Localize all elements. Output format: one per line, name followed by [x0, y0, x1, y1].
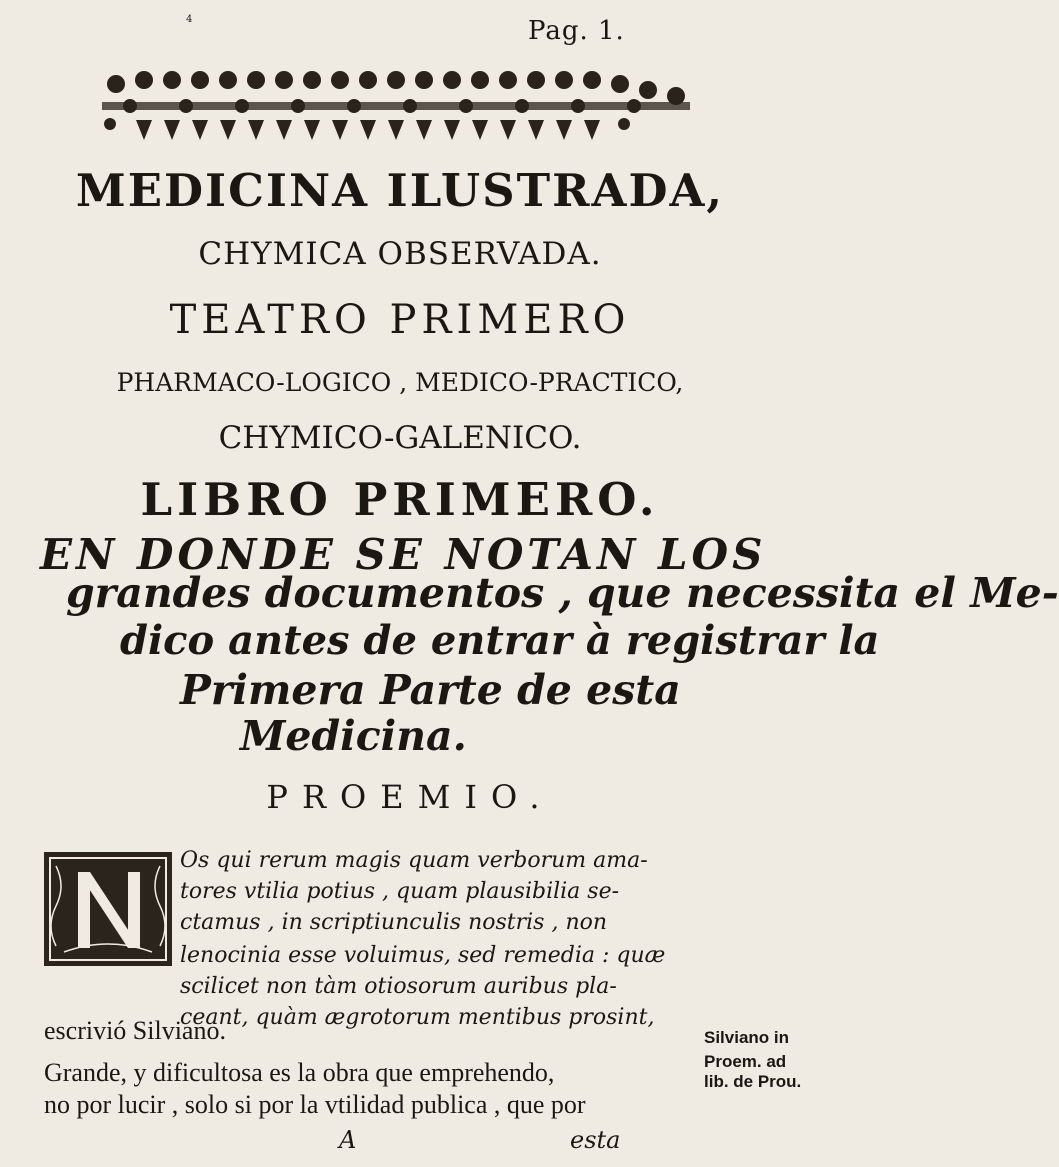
signature-mark: A: [339, 1126, 357, 1154]
subtitle-line-5: Medicina.: [240, 712, 467, 760]
page-number: Pag. 1.: [528, 16, 625, 46]
body-line-1: escrivió Silviano.: [44, 1016, 226, 1045]
ornament-row-bottom: [104, 118, 630, 140]
title-line-6: LIBRO PRIMERO.: [140, 473, 660, 526]
section-heading: PROEMIO.: [266, 778, 554, 816]
title-line-3: TEATRO PRIMERO: [169, 297, 631, 343]
ornament-row-top: [107, 71, 685, 105]
quote-line-1: Os qui rerum magis quam verborum ama-: [180, 848, 648, 873]
marginal-note-line-2: Proem. ad: [704, 1052, 787, 1071]
quote-line-4: lenocinia esse voluimus, sed remedia : quæ: [180, 943, 666, 968]
marginal-note-line-3: lib. de Prou.: [704, 1072, 802, 1091]
subtitle-line-4: Primera Parte de esta: [180, 666, 681, 714]
typographic-ornament-band: [96, 62, 696, 154]
ornament-row-middle: [102, 99, 690, 113]
subtitle-line-1: EN DONDE SE NOTAN LOS: [40, 530, 767, 579]
decorated-initial-capital: [44, 852, 172, 966]
title-line-4: PHARMACO-LOGICO , MEDICO-PRACTICO,: [116, 368, 684, 397]
quote-line-6: ceant, quàm ægrotorum mentibus prosint,: [180, 1005, 655, 1030]
title-line-2: CHYMICA OBSERVADA.: [198, 236, 602, 272]
catchword: esta: [570, 1126, 621, 1154]
quote-line-2: tores vtilia potius , quam plausibilia se-: [180, 879, 620, 904]
subtitle-line-2: grandes documentos , que necessita el Me-: [66, 569, 1059, 617]
subtitle-line-3: dico antes de entrar à registrar la: [120, 617, 880, 664]
marginal-note-line-1: Silviano in: [704, 1028, 790, 1047]
body-line-2: Grande, y dificultosa es la obra que emprehendo,: [44, 1058, 555, 1087]
title-line-1: MEDICINA ILUSTRADA,: [75, 164, 725, 217]
quote-line-3: ctamus , in scriptiunculis nostris , non: [180, 910, 608, 935]
body-line-3: no por lucir , solo si por la vtilidad publica , que por: [44, 1090, 586, 1119]
quote-line-5: scilicet non tàm otiosorum auribus pla-: [180, 974, 617, 999]
printed-mark: 4: [186, 14, 193, 25]
title-line-5: CHYMICO-GALENICO.: [218, 420, 582, 456]
